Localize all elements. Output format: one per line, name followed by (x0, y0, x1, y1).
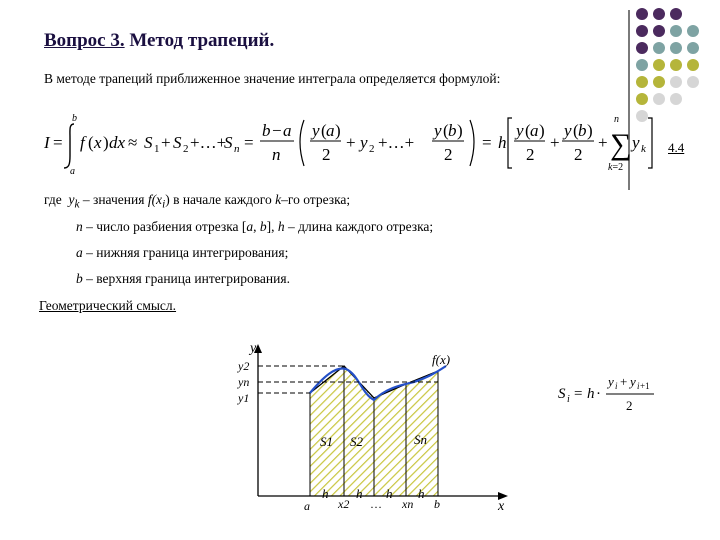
yk-k: k (275, 192, 282, 207)
svg-text:(: ( (443, 121, 449, 140)
yk-text-3: –го отрезка; (281, 192, 351, 207)
svg-text:a: a (283, 121, 292, 140)
svg-text:i: i (637, 381, 640, 391)
yk-symbol: y (68, 192, 75, 207)
svg-text:2: 2 (183, 143, 189, 155)
svg-text:b: b (72, 113, 77, 124)
decor-dot (670, 25, 682, 37)
svg-text:a: a (70, 166, 75, 174)
h-label: h (356, 486, 363, 501)
h-label: h (322, 486, 329, 501)
svg-text:S: S (173, 133, 182, 152)
n-text-2: ], (266, 219, 278, 234)
tick-y1: y1 (238, 391, 250, 405)
b-text: – верхняя граница интегрирования. (82, 271, 290, 286)
svg-text:S: S (224, 133, 233, 152)
svg-text:·: · (596, 386, 601, 402)
yk-text-2: ) в начале каждого (165, 192, 276, 207)
svg-text:y: y (608, 374, 614, 389)
svg-text:b: b (262, 121, 271, 140)
svg-text:n: n (614, 114, 619, 125)
definition-b (76, 271, 290, 287)
svg-text:b: b (578, 121, 587, 140)
svg-text:+1: +1 (640, 381, 650, 391)
decor-dot (636, 76, 648, 88)
svg-text:1: 1 (154, 143, 160, 155)
yk-subscript: k (74, 198, 80, 211)
svg-text:dx: dx (109, 133, 126, 152)
svg-text:y: y (516, 121, 524, 140)
a-text: – нижняя граница интегрирования; (82, 245, 289, 260)
svg-text:b: b (448, 121, 457, 140)
question-label: Вопрос 3. (44, 30, 125, 51)
definition-yk (44, 192, 350, 211)
x-label-b: b (434, 497, 440, 511)
svg-text:=: = (482, 133, 492, 152)
svg-text:+…+: +…+ (378, 133, 415, 152)
area-label-s1: S1 (320, 434, 333, 449)
decor-dot (636, 8, 648, 20)
decor-dot (636, 93, 648, 105)
n-h: h (277, 219, 285, 234)
decor-dot (653, 76, 665, 88)
svg-text:k=2: k=2 (608, 162, 624, 173)
decor-dot (653, 42, 665, 54)
definition-n (76, 219, 433, 235)
svg-text:f: f (80, 133, 85, 152)
title-text: Метод трапеций. (124, 30, 275, 51)
equation-number: 4.4 (668, 140, 685, 155)
yk-function-subscript: i (162, 198, 166, 211)
svg-text:(: ( (321, 121, 327, 140)
y-axis-label: y (250, 341, 257, 356)
area-label-s2: S2 (350, 434, 363, 449)
svg-text:y: y (632, 133, 640, 152)
svg-text:+…+: +…+ (190, 133, 227, 152)
tick-yn: yn (238, 375, 250, 389)
decor-dot (636, 25, 648, 37)
decorative-dot-grid (636, 8, 716, 118)
x-label-x2: x2 (338, 497, 350, 511)
where-word: где (44, 192, 62, 207)
svg-text:h: h (498, 133, 507, 152)
tick-y2: y2 (238, 359, 250, 373)
decor-dot (636, 42, 648, 54)
svg-text:h: h (587, 386, 595, 402)
svg-text:+: + (550, 133, 560, 152)
svg-text:+: + (346, 133, 356, 152)
svg-text:2: 2 (526, 145, 535, 164)
svg-text:−: − (272, 121, 282, 140)
svg-text:(: ( (573, 121, 579, 140)
b-symbol: b (76, 271, 83, 286)
svg-text:+: + (161, 133, 171, 152)
x-label-a: a (304, 499, 310, 513)
a-symbol: a (76, 245, 83, 260)
svg-text:i: i (567, 394, 570, 405)
svg-text:2: 2 (444, 145, 453, 164)
definition-a (76, 245, 288, 261)
n-text-3: – длина каждого отрезка; (284, 219, 434, 234)
decor-dot (653, 93, 665, 105)
decor-dot (687, 76, 699, 88)
svg-text:I: I (44, 133, 50, 152)
n-a: a (246, 219, 254, 234)
x-label-dots: … (370, 497, 382, 511)
svg-text:y: y (564, 121, 572, 140)
area-formula (556, 372, 676, 416)
svg-text:S: S (144, 133, 153, 152)
svg-text:+: + (620, 374, 628, 389)
svg-text:(: ( (525, 121, 531, 140)
svg-text:2: 2 (322, 145, 331, 164)
svg-text:y: y (360, 133, 368, 152)
trapezoid-formula (36, 108, 656, 174)
svg-text:x: x (94, 133, 102, 152)
yk-text: – значения (79, 192, 148, 207)
svg-text:): ) (587, 121, 593, 140)
n-b: b (259, 219, 267, 234)
svg-text:≈: ≈ (128, 133, 138, 152)
decor-dot (670, 76, 682, 88)
decor-dot (636, 59, 648, 71)
svg-text:i: i (615, 381, 618, 391)
svg-text:k: k (641, 143, 646, 155)
decor-dot (670, 42, 682, 54)
svg-text:=: = (53, 133, 63, 152)
svg-text:∑: ∑ (610, 128, 632, 161)
svg-text:2: 2 (626, 398, 633, 413)
svg-text:S: S (558, 386, 566, 402)
n-text: – число разбиения отрезка [ (82, 219, 247, 234)
svg-text:): ) (457, 121, 463, 140)
n-symbol: n (76, 219, 83, 234)
svg-text:n: n (272, 145, 281, 164)
svg-text:): ) (335, 121, 341, 140)
svg-text:): ) (103, 133, 109, 152)
decor-dot (670, 8, 682, 20)
svg-text:a: a (326, 121, 335, 140)
yk-function: f(x (147, 192, 163, 207)
x-label-xn: xn (402, 497, 414, 511)
decor-dot (653, 25, 665, 37)
svg-text:n: n (234, 143, 240, 155)
svg-text:=: = (244, 133, 254, 152)
svg-text:(: ( (88, 133, 94, 152)
decor-dot (687, 59, 699, 71)
h-label: h (386, 486, 393, 501)
intro-text: В методе трапеций приближенное значение интеграла определяется формулой: (44, 71, 501, 86)
svg-text:y: y (630, 374, 636, 389)
area-label-sn: Sn (414, 432, 427, 447)
svg-text:=: = (574, 386, 583, 402)
x-axis-label: x (498, 499, 505, 514)
page-title (44, 30, 274, 52)
svg-text:2: 2 (574, 145, 583, 164)
svg-text:): ) (539, 121, 545, 140)
decor-dot (687, 42, 699, 54)
decor-dot (670, 59, 682, 71)
h-label: h (418, 486, 425, 501)
decor-dot (653, 8, 665, 20)
svg-text:y: y (312, 121, 320, 140)
trapezoid-graph (236, 336, 516, 516)
curve-label: f(x) (432, 352, 451, 367)
decor-dot (687, 25, 699, 37)
svg-text:a: a (530, 121, 539, 140)
decor-dot (653, 59, 665, 71)
svg-text:y: y (434, 121, 442, 140)
decor-dot (670, 93, 682, 105)
svg-text:2: 2 (369, 143, 375, 155)
n-comma: , (253, 219, 260, 234)
geometric-meaning-heading: Геометрический смысл. (39, 298, 177, 313)
svg-text:+: + (598, 133, 608, 152)
